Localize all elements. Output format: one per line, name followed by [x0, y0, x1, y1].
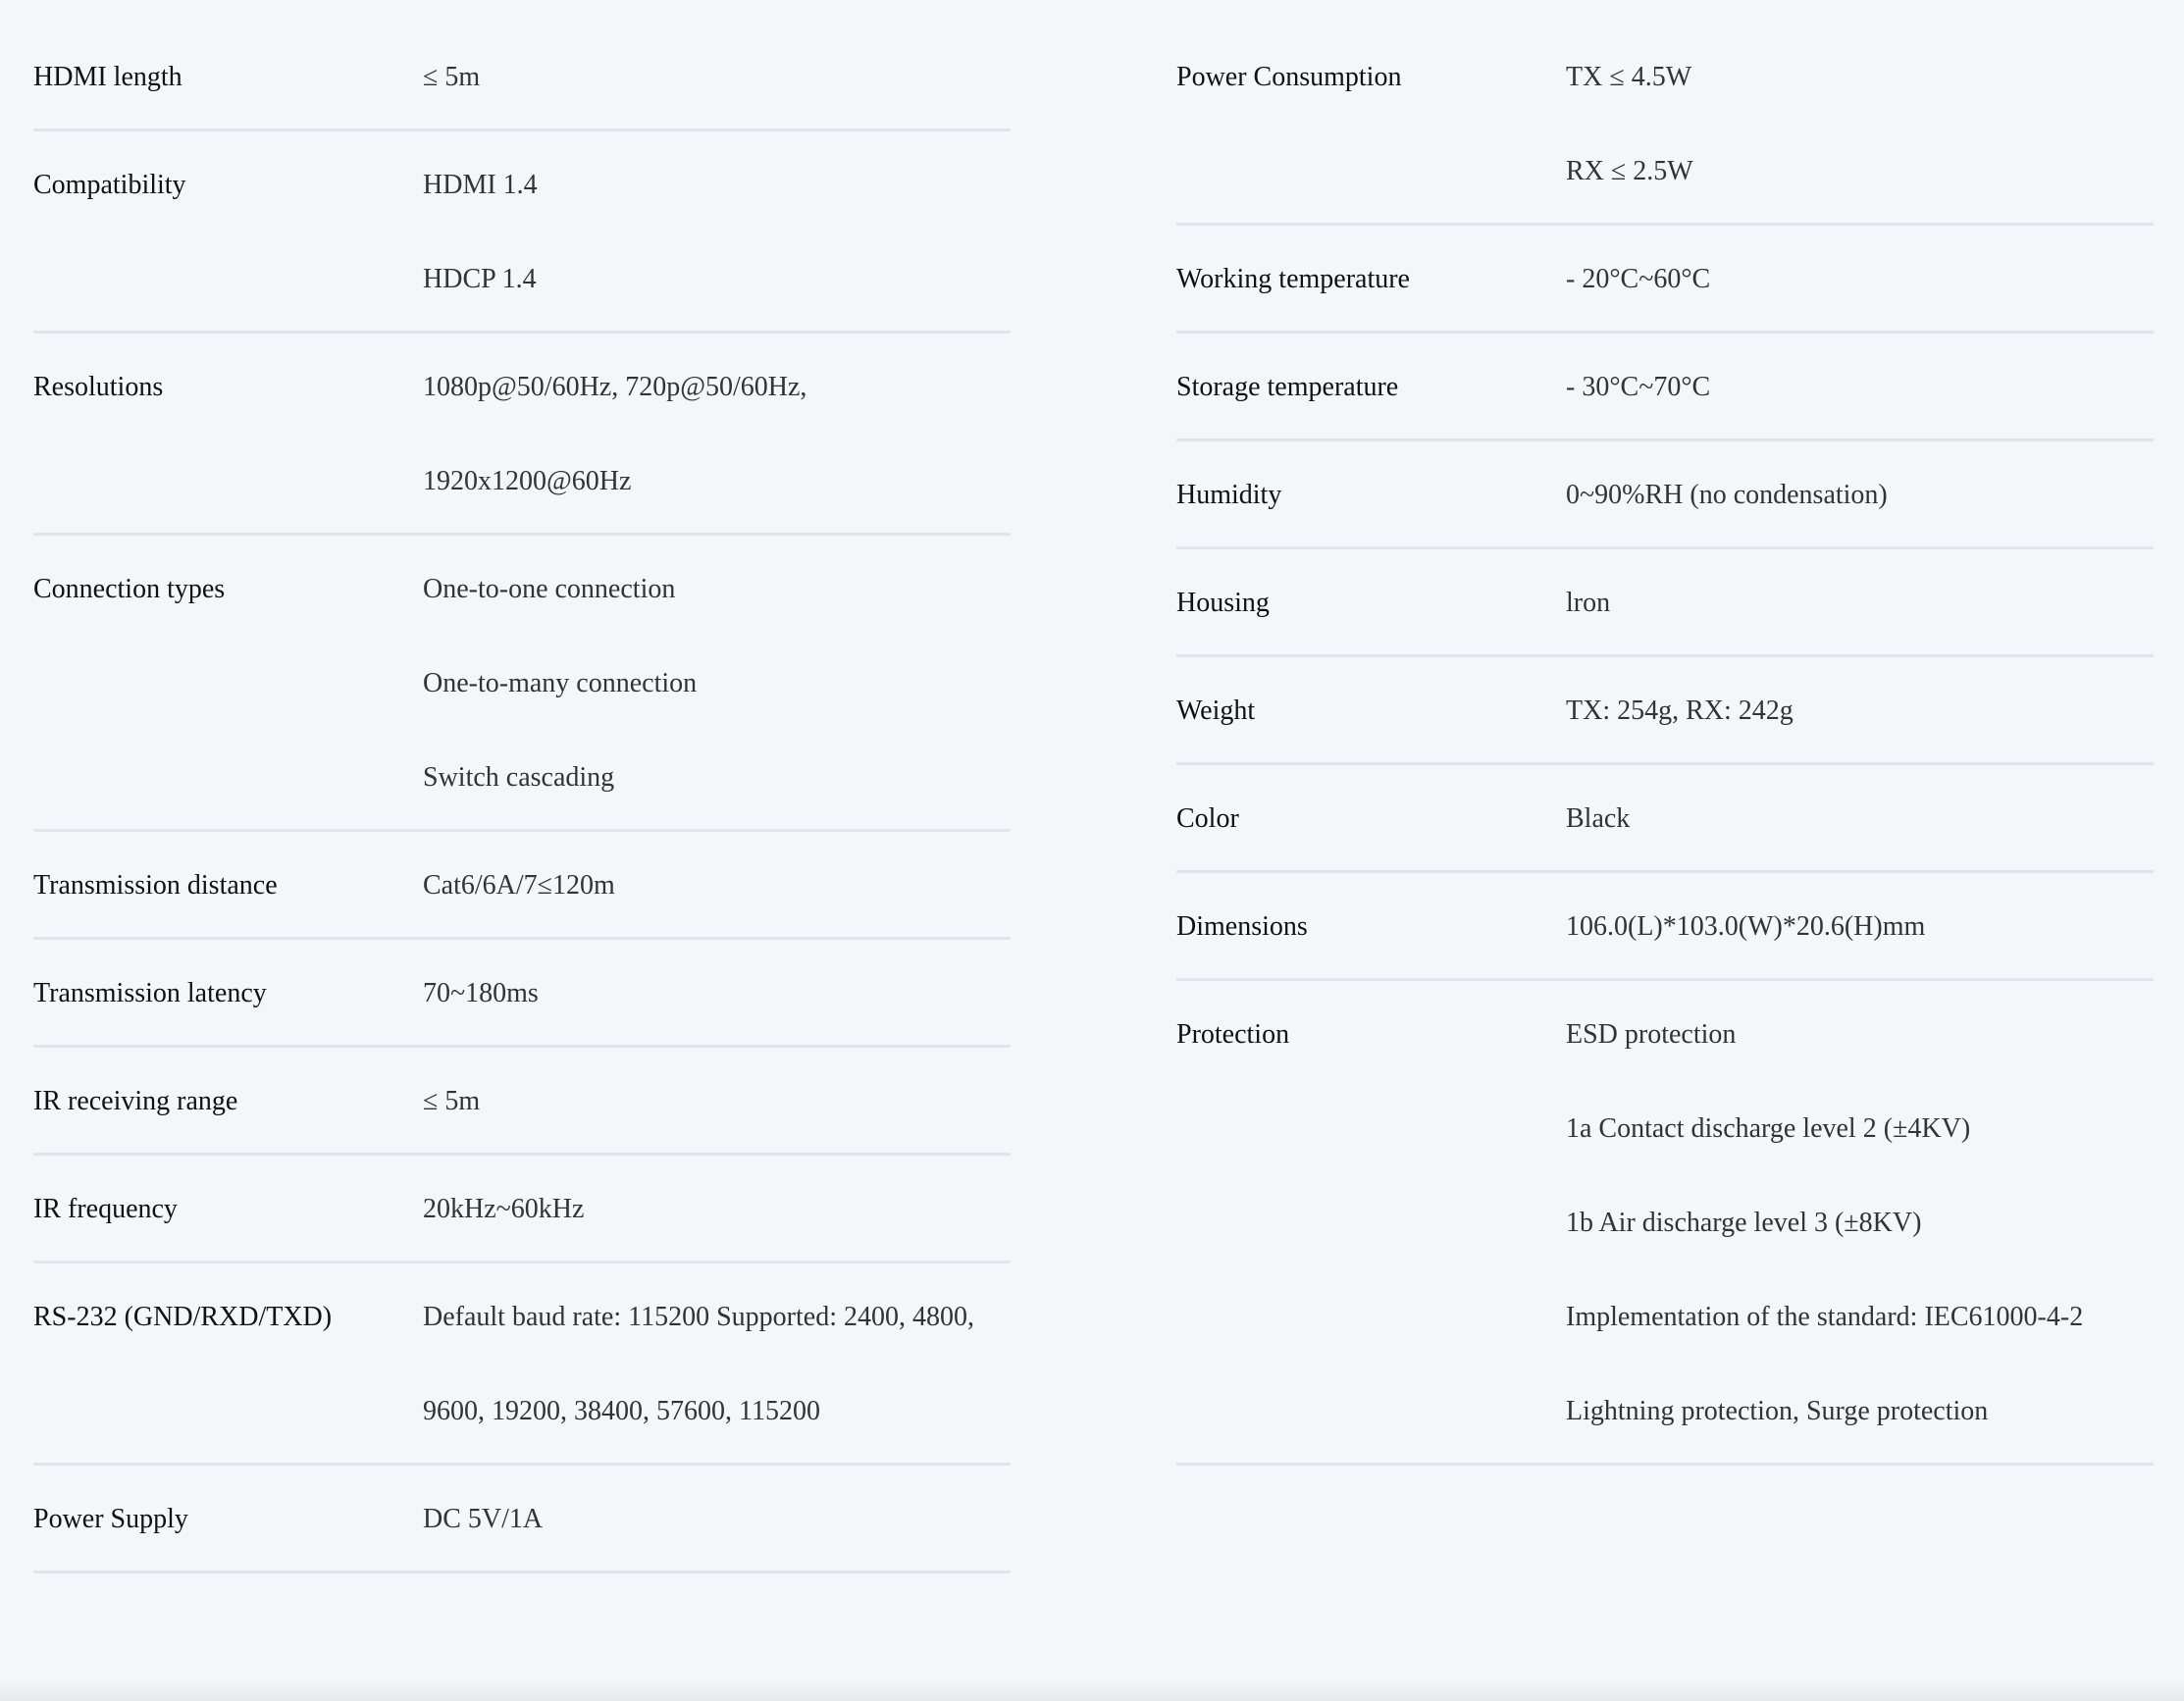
spec-value: - 30°C~70°C [1566, 372, 1711, 402]
spec-values [423, 970, 1011, 1017]
spec-row-color [1176, 765, 2154, 873]
spec-table-right [1176, 24, 2154, 1466]
spec-row-resolutions [33, 334, 1011, 536]
spec-values [423, 54, 1011, 101]
spec-value: Default baud rate: 115200 Supported: 2400, 4800, [423, 1302, 974, 1332]
spec-row-power-consumption [1176, 24, 2154, 226]
spec-label: Color [1176, 803, 1239, 834]
spec-value: HDCP 1.4 [423, 264, 537, 294]
spec-value: 1a Contact discharge level 2 (±4KV) [1566, 1113, 1971, 1144]
spec-values [1566, 1011, 2154, 1435]
spec-value: 1920x1200@60Hz [423, 466, 632, 496]
spec-label: Weight [1176, 696, 1256, 726]
spec-row-weight [1176, 657, 2154, 765]
spec-value: TX: 254g, RX: 242g [1566, 696, 1794, 726]
spec-row-transmission-latency [33, 940, 1011, 1048]
spec-row-hdmi-length [33, 24, 1011, 131]
spec-label: Power Supply [33, 1504, 188, 1534]
spec-label: Protection [1176, 1019, 1290, 1050]
spec-value: One-to-one connection [423, 574, 676, 604]
spec-value: - 20°C~60°C [1566, 264, 1711, 294]
spec-row-humidity [1176, 441, 2154, 549]
spec-value: lron [1566, 588, 1611, 618]
spec-row-ir-frequency [33, 1156, 1011, 1263]
spec-row-ir-receiving-range [33, 1048, 1011, 1156]
spec-row-dimensions [1176, 873, 2154, 981]
spec-label: Resolutions [33, 372, 164, 402]
spec-values [1566, 580, 2154, 627]
spec-table-left [33, 24, 1011, 1573]
spec-row-storage-temperature [1176, 334, 2154, 441]
bottom-fade [0, 1679, 2184, 1701]
spec-label: Connection types [33, 574, 226, 604]
spec-values [423, 1186, 1011, 1233]
spec-value: 20kHz~60kHz [423, 1194, 585, 1224]
spec-values [423, 1078, 1011, 1125]
spec-label: Housing [1176, 588, 1270, 618]
spec-row-connection-types [33, 536, 1011, 832]
spec-label: Humidity [1176, 480, 1282, 510]
spec-label: Power Consumption [1176, 62, 1402, 92]
spec-value: ≤ 5m [423, 62, 481, 92]
spec-value: 0~90%RH (no condensation) [1566, 480, 1888, 510]
spec-values [423, 162, 1011, 303]
spec-value: Lightning protection, Surge protection [1566, 1396, 1989, 1426]
spec-value: 1080p@50/60Hz, 720p@50/60Hz, [423, 372, 807, 402]
spec-value: ≤ 5m [423, 1086, 481, 1116]
spec-row-compatibility [33, 131, 1011, 334]
spec-values [1566, 472, 2154, 519]
spec-row-rs-232-gnd-rxd-txd [33, 1263, 1011, 1466]
spec-row-housing [1176, 549, 2154, 657]
spec-value: Switch cascading [423, 762, 615, 793]
spec-label: IR frequency [33, 1194, 178, 1224]
spec-values [1566, 688, 2154, 735]
spec-row-protection [1176, 981, 2154, 1466]
spec-values [1566, 903, 2154, 951]
spec-label: Dimensions [1176, 911, 1308, 942]
spec-label: Working temperature [1176, 264, 1410, 294]
spec-value: RX ≤ 2.5W [1566, 156, 1693, 186]
spec-value: 70~180ms [423, 978, 539, 1008]
spec-value: HDMI 1.4 [423, 170, 538, 200]
spec-value: TX ≤ 4.5W [1566, 62, 1692, 92]
spec-label: IR receiving range [33, 1086, 238, 1116]
spec-row-working-temperature [1176, 226, 2154, 334]
spec-value: Cat6/6A/7≤120m [423, 870, 615, 901]
spec-values [423, 1496, 1011, 1543]
spec-label: RS-232 (GND/RXD/TXD) [33, 1302, 333, 1332]
spec-value: Implementation of the standard: IEC61000-4-2 [1566, 1302, 2084, 1332]
spec-value: 106.0(L)*103.0(W)*20.6(H)mm [1566, 911, 1926, 942]
spec-row-transmission-distance [33, 832, 1011, 940]
spec-values [423, 364, 1011, 505]
spec-value: 1b Air discharge level 3 (±8KV) [1566, 1208, 1922, 1238]
spec-values [1566, 364, 2154, 411]
spec-values [423, 566, 1011, 801]
spec-label: Storage temperature [1176, 372, 1399, 402]
spec-label: Transmission distance [33, 870, 278, 901]
spec-values [1566, 256, 2154, 303]
spec-values [1566, 796, 2154, 843]
spec-value: One-to-many connection [423, 668, 698, 698]
spec-row-power-supply [33, 1466, 1011, 1573]
spec-value: 9600, 19200, 38400, 57600, 115200 [423, 1396, 820, 1426]
spec-label: Compatibility [33, 170, 186, 200]
spec-label: Transmission latency [33, 978, 267, 1008]
spec-values [1566, 54, 2154, 195]
spec-value: ESD protection [1566, 1019, 1737, 1050]
spec-label: HDMI length [33, 62, 182, 92]
spec-value: Black [1566, 803, 1631, 834]
spec-values [423, 1294, 1011, 1435]
spec-value: DC 5V/1A [423, 1504, 544, 1534]
spec-values [423, 862, 1011, 909]
